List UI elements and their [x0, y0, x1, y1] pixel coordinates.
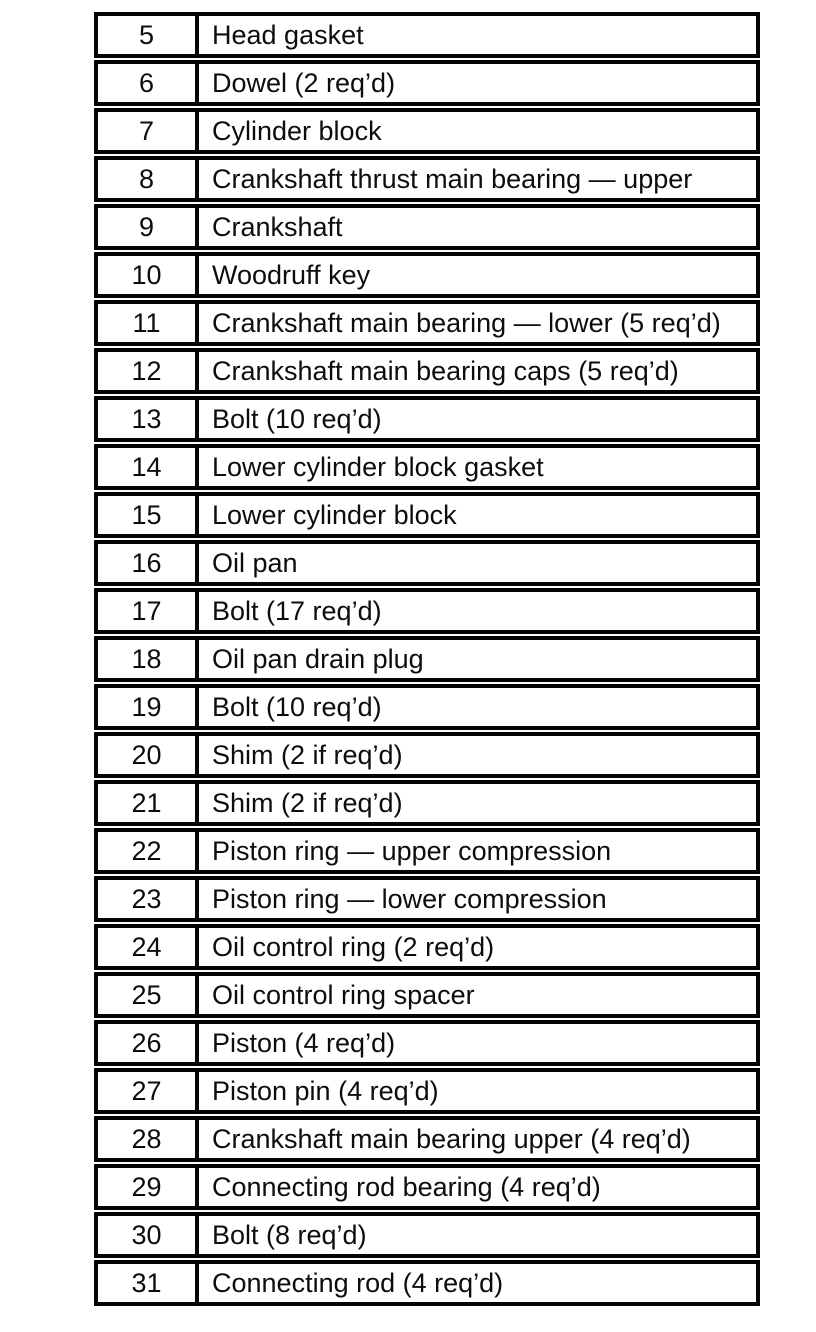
parts-table	[94, 12, 760, 1308]
table-row	[94, 60, 760, 106]
item-number-cell: 23	[98, 880, 199, 918]
item-number-cell: 11	[98, 304, 199, 342]
description-cell: Crankshaft	[212, 211, 343, 242]
description-cell: Crankshaft main bearing caps (5 req’d)	[212, 355, 679, 386]
item-number-cell: 21	[98, 784, 199, 822]
description-cell: Bolt (8 req’d)	[212, 1219, 367, 1250]
table-row	[94, 156, 760, 202]
item-number-cell: 29	[98, 1168, 199, 1206]
table-row	[94, 300, 760, 346]
item-number-cell: 6	[98, 64, 199, 102]
item-number-cell: 31	[98, 1264, 199, 1302]
item-number-cell: 13	[98, 400, 199, 438]
table-row	[94, 12, 760, 58]
description-cell: Bolt (17 req’d)	[212, 595, 382, 626]
item-number-cell: 19	[98, 688, 199, 726]
item-number-cell: 7	[98, 112, 199, 150]
item-number-cell: 8	[98, 160, 199, 198]
table-row	[94, 252, 760, 298]
table-row	[94, 972, 760, 1018]
description-cell: Bolt (10 req’d)	[212, 403, 382, 434]
table-row	[94, 924, 760, 970]
table-row	[94, 636, 760, 682]
description-cell: Crankshaft main bearing upper (4 req’d)	[212, 1123, 691, 1154]
description-cell: Crankshaft thrust main bearing — upper	[212, 163, 693, 194]
description-cell: Piston ring — lower compression	[212, 883, 607, 914]
item-number-cell: 26	[98, 1024, 199, 1062]
description-cell: Shim (2 if req’d)	[212, 739, 403, 770]
table-row	[94, 204, 760, 250]
description-cell: Piston pin (4 req’d)	[212, 1075, 439, 1106]
item-number-cell: 22	[98, 832, 199, 870]
description-cell: Oil control ring spacer	[212, 979, 475, 1010]
item-number-cell: 20	[98, 736, 199, 774]
description-cell: Crankshaft main bearing — lower (5 req’d)	[212, 307, 721, 338]
table-row	[94, 588, 760, 634]
description-cell: Connecting rod bearing (4 req’d)	[212, 1171, 601, 1202]
table-row	[94, 1116, 760, 1162]
table-row	[94, 1020, 760, 1066]
description-cell: Bolt (10 req’d)	[212, 691, 382, 722]
table-row	[94, 540, 760, 586]
table-row	[94, 348, 760, 394]
item-number-cell: 10	[98, 256, 199, 294]
description-cell: Piston (4 req’d)	[212, 1027, 396, 1058]
table-row	[94, 1164, 760, 1210]
table-row	[94, 492, 760, 538]
description-cell: Shim (2 if req’d)	[212, 787, 403, 818]
description-cell: Oil pan	[212, 547, 298, 578]
item-number-cell: 27	[98, 1072, 199, 1110]
item-number-cell: 14	[98, 448, 199, 486]
table-row	[94, 828, 760, 874]
table-row	[94, 684, 760, 730]
table-row	[94, 1260, 760, 1306]
description-cell: Woodruff key	[212, 259, 371, 290]
item-number-cell: 15	[98, 496, 199, 534]
description-cell: Lower cylinder block	[212, 499, 457, 530]
table-row	[94, 876, 760, 922]
item-number-cell: 18	[98, 640, 199, 678]
description-cell: Head gasket	[212, 19, 364, 50]
item-number-cell: 17	[98, 592, 199, 630]
description-cell: Lower cylinder block gasket	[212, 451, 544, 482]
description-cell: Piston ring — upper compression	[212, 835, 612, 866]
item-number-cell: 28	[98, 1120, 199, 1158]
table-row	[94, 732, 760, 778]
item-number-cell: 9	[98, 208, 199, 246]
description-cell: Dowel (2 req’d)	[212, 67, 396, 98]
item-number-cell: 12	[98, 352, 199, 390]
description-cell: Cylinder block	[212, 115, 382, 146]
table-row	[94, 108, 760, 154]
table-row	[94, 1068, 760, 1114]
item-number-cell: 25	[98, 976, 199, 1014]
table-row	[94, 396, 760, 442]
description-cell: Connecting rod (4 req’d)	[212, 1267, 504, 1298]
description-cell: Oil control ring (2 req’d)	[212, 931, 495, 962]
table-row	[94, 780, 760, 826]
item-number-cell: 30	[98, 1216, 199, 1254]
item-number-cell: 16	[98, 544, 199, 582]
table-row	[94, 1212, 760, 1258]
item-number-cell: 24	[98, 928, 199, 966]
table-row	[94, 444, 760, 490]
item-number-cell: 5	[98, 16, 199, 54]
description-cell: Oil pan drain plug	[212, 643, 424, 674]
